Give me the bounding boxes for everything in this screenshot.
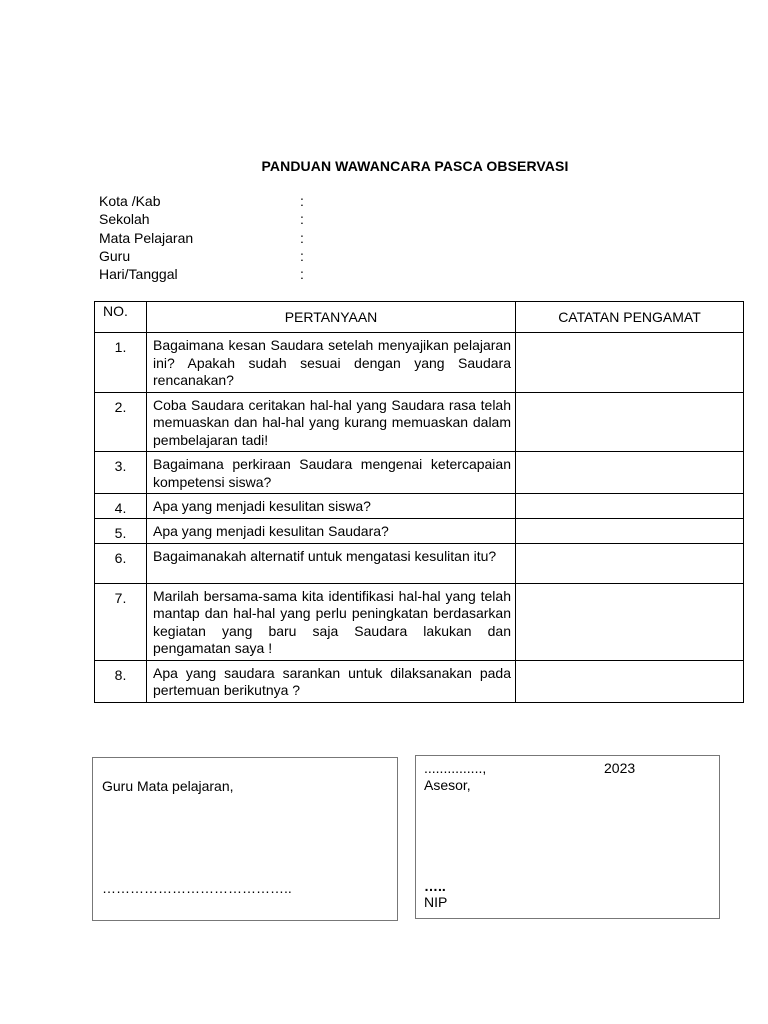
table-row <box>95 583 744 660</box>
info-section <box>99 192 310 283</box>
row-number: 1. <box>95 333 147 393</box>
row-notes[interactable] <box>516 543 744 583</box>
table-row <box>95 452 744 494</box>
assessor-label: Asesor, <box>424 777 471 793</box>
assessor-name-dots: ….. <box>424 878 446 894</box>
row-question: Apa yang saudara sarankan untuk dilaksanakan pada pertemuan berikutnya ? <box>147 660 516 702</box>
row-question: Coba Saudara ceritakan hal-hal yang Saudara rasa telah memuaskan dan hal-hal yang kurang memuaskan dalam pembelajaran tadi! <box>147 392 516 452</box>
row-number: 2. <box>95 392 147 452</box>
info-label: Guru <box>99 247 131 264</box>
interview-table <box>94 301 744 703</box>
info-colon: : <box>300 193 304 209</box>
assessor-year: 2023 <box>604 760 636 776</box>
assessor-date-place: ..............., <box>424 760 487 776</box>
info-row-kota <box>99 192 310 210</box>
table-row <box>95 519 744 544</box>
row-question: Bagaimana kesan Saudara setelah menyajikan pelajaran ini? Apakah sudah sesuai dengan yang Saudara rencanakan? <box>147 333 516 393</box>
row-question: Marilah bersama-sama kita identifikasi hal-hal yang telah mantap dan hal-hal yang perlu peningkatan berdasarkan kegiatan yang baru saja Saudara lakukan dan pengamatan saya ! <box>147 583 516 660</box>
info-row-mapel <box>99 229 310 247</box>
row-question: Apa yang menjadi kesulitan Saudara? <box>147 519 516 544</box>
info-label: Kota /Kab <box>99 193 161 209</box>
assessor-signature-box <box>415 755 720 919</box>
table-row <box>95 543 744 583</box>
info-label: Mata Pelajaran <box>99 229 194 246</box>
info-colon: : <box>300 247 304 264</box>
table-header-row <box>95 302 744 333</box>
info-colon: : <box>300 211 304 228</box>
row-number: 7. <box>95 583 147 660</box>
row-notes[interactable] <box>516 494 744 519</box>
table-row <box>95 392 744 452</box>
info-row-hari <box>99 265 310 283</box>
table-row <box>95 660 744 702</box>
row-notes[interactable] <box>516 660 744 702</box>
row-notes[interactable] <box>516 583 744 660</box>
header-notes: CATATAN PENGAMAT <box>516 302 744 333</box>
row-notes[interactable] <box>516 333 744 393</box>
header-question: PERTANYAAN <box>147 302 516 333</box>
row-number: 3. <box>95 452 147 494</box>
row-notes[interactable] <box>516 519 744 544</box>
row-number: 8. <box>95 660 147 702</box>
table-row <box>95 494 744 519</box>
info-label: Hari/Tanggal <box>99 266 178 283</box>
teacher-signature-line: ………………………………….. <box>102 880 292 896</box>
row-question: Bagaimanakah alternatif untuk mengatasi kesulitan itu? <box>147 543 516 583</box>
row-question: Bagaimana perkiraan Saudara mengenai ketercapaian kompetensi siswa? <box>147 452 516 494</box>
table-row <box>95 333 744 393</box>
info-colon: : <box>300 229 304 246</box>
row-notes[interactable] <box>516 452 744 494</box>
teacher-signature-box <box>92 757 398 921</box>
row-notes[interactable] <box>516 392 744 452</box>
row-number: 4. <box>95 494 147 519</box>
assessor-nip: NIP <box>424 894 448 910</box>
header-no: NO. <box>95 302 147 333</box>
teacher-signature-label: Guru Mata pelajaran, <box>102 778 234 794</box>
document-title: PANDUAN WAWANCARA PASCA OBSERVASI <box>261 158 569 174</box>
info-row-sekolah <box>99 210 310 228</box>
row-number: 6. <box>95 543 147 583</box>
info-colon: : <box>300 266 304 283</box>
info-row-guru <box>99 247 310 265</box>
row-number: 5. <box>95 519 147 544</box>
info-label: Sekolah <box>99 211 150 228</box>
row-question: Apa yang menjadi kesulitan siswa? <box>147 494 516 519</box>
